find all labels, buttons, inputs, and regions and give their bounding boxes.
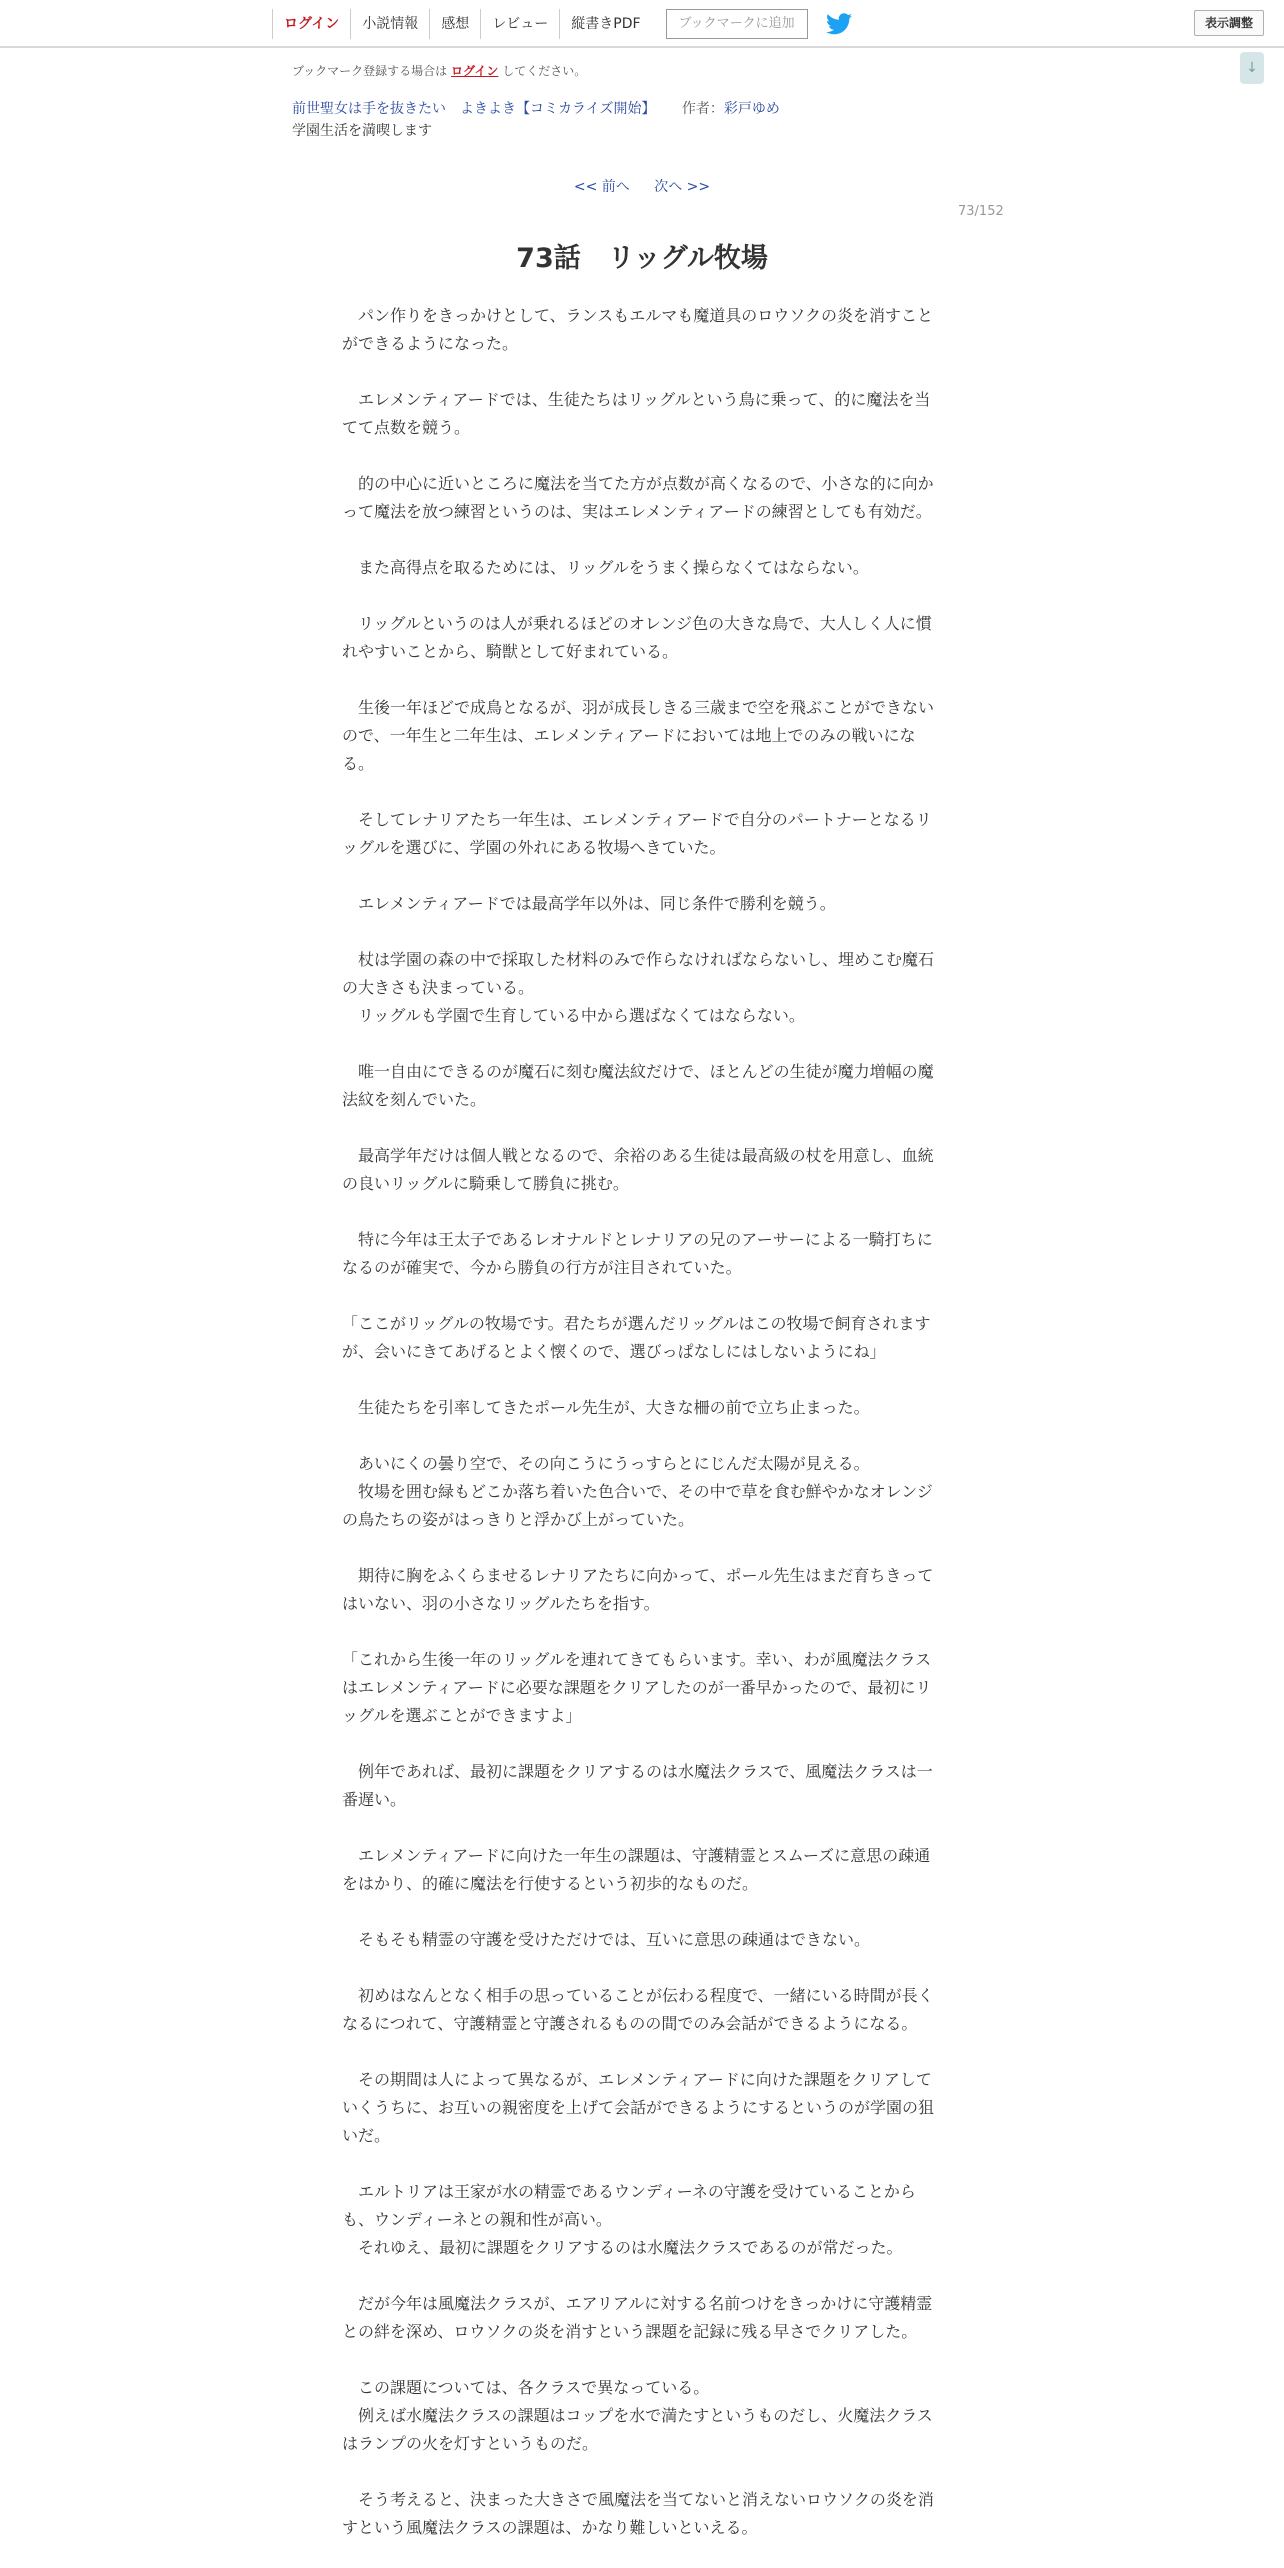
body-paragraph: また高得点を取るためには、リッグルをうまく操らなくてはならない。: [342, 558, 869, 577]
body-paragraph: だが今年は風魔法クラスが、エアリアルに対する名前つけをきっかけに守護精霊との絆を深め、ロウソクの炎を消すという課題を記録に残る早さでクリアした。: [342, 2294, 933, 2341]
body-paragraph: 特に今年は王太子であるレオナルドとレナリアの兄のアーサーによる一騎打ちになるのが確実で、今から勝負の行方が注目されていた。: [342, 1230, 933, 1277]
body-paragraph: 例年であれば、最初に課題をクリアするのは水魔法クラスで、風魔法クラスは一番遅い。: [342, 1762, 933, 1809]
body-paragraph: 例えば水魔法クラスの課題はコップを水で満たすというものだし、火魔法クラスはランプの火を灯すというものだ。: [342, 2406, 933, 2453]
blank-line: [342, 1282, 942, 1310]
chapter-group-subtitle: 学園生活を満喫します: [292, 123, 432, 139]
blank-line: [342, 526, 942, 554]
blank-line: [342, 1198, 942, 1226]
body-paragraph: そう考えると、決まった大きさで風魔法を当てないと消えないロウソクの炎を消すという風魔法クラスの課題は、かなり難しいといえる。: [342, 2490, 934, 2537]
blank-line: [342, 2458, 942, 2486]
blank-line: [342, 1814, 942, 1842]
body-paragraph: エレメンティアードでは最高学年以外は、同じ条件で勝利を競う。: [342, 894, 836, 913]
body-paragraph: 「ここがリッグルの牧場です。君たちが選んだリッグルはこの牧場で飼育されますが、会いにきてあげるとよく懐くので、選びっぱなしにはしないようにね」: [342, 1314, 931, 1361]
blank-line: [342, 2262, 942, 2290]
author-label: 作者：: [681, 101, 724, 117]
nav-novel-info-link[interactable]: 小説情報: [350, 9, 429, 39]
blank-line: [342, 862, 942, 890]
blank-line: [342, 358, 942, 386]
body-paragraph: エレメンティアードに向けた一年生の課題は、守護精霊とスムーズに意思の疎通をはかり、的確に魔法を行使するという初歩的なものだ。: [342, 1846, 931, 1893]
body-paragraph: 期待に胸をふくらませるレナリアたちに向かって、ポール先生はまだ育ちきってはいない、羽の小さなリッグルたちを指す。: [342, 1566, 934, 1613]
novel-body: [342, 302, 942, 2542]
scroll-down-button[interactable]: ↓: [1240, 52, 1264, 84]
blank-line: [342, 1114, 942, 1142]
author-name-link[interactable]: 彩戸ゆめ: [723, 101, 780, 117]
body-paragraph: 生後一年ほどで成鳥となるが、羽が成長しきる三歳まで空を飛ぶことができないので、一年生と二年生は、エレメンティアードにおいては地上でのみの戦いになる。: [342, 698, 935, 773]
blank-line: [342, 1954, 942, 1982]
blank-line: [342, 2346, 942, 2374]
blank-line: [342, 1534, 942, 1562]
nav-vertical-pdf-link[interactable]: 縦書きPDF: [559, 9, 651, 39]
body-paragraph: パン作りをきっかけとして、ランスもエルマも魔道具のロウソクの炎を消すことができるようになった。: [342, 306, 934, 353]
body-paragraph: エレメンティアードでは、生徒たちはリッグルという鳥に乗って、的に魔法を当てて点数を競う。: [342, 390, 931, 437]
blank-line: [342, 1366, 942, 1394]
nav-impressions-link[interactable]: 感想: [429, 9, 480, 39]
body-paragraph: 杖は学園の森の中で採取した材料のみで作らなければならないし、埋めこむ魔石の大きさも決まっている。: [342, 950, 935, 997]
chapter-title: 73話 リッグル牧場: [516, 243, 768, 274]
next-chapter-link[interactable]: 次へ >>: [654, 179, 711, 195]
blank-line: [342, 666, 942, 694]
body-paragraph: そもそも精霊の守護を受けただけでは、互いに意思の疎通はできない。: [342, 1930, 871, 1949]
notice-login-link[interactable]: ログイン: [451, 64, 499, 78]
body-paragraph: リッグルも学園で生育している中から選ばなくてはならない。: [342, 1006, 805, 1025]
blank-line: [342, 1422, 942, 1450]
body-paragraph: 初めはなんとなく相手の思っていることが伝わる程度で、一緒にいる時間が長くなるにつれて、守護精霊と守護されるものの間でのみ会話ができるようになる。: [342, 1986, 934, 2033]
add-bookmark-button[interactable]: ブックマークに追加: [666, 9, 808, 39]
chapter-pager: [0, 176, 1284, 196]
notice-text-after: してください。: [502, 64, 587, 78]
display-settings-button[interactable]: 表示調整: [1194, 10, 1264, 36]
blank-line: [342, 778, 942, 806]
body-paragraph: この課題については、各クラスで異なっている。: [342, 2378, 710, 2397]
top-nav: [272, 8, 852, 40]
bookmark-login-notice: [292, 62, 586, 79]
blank-line: [342, 1898, 942, 1926]
blank-line: [342, 1618, 942, 1646]
blank-line: [342, 2150, 942, 2178]
blank-line: [342, 1730, 942, 1758]
series-info: [292, 98, 780, 118]
series-title-link[interactable]: 前世聖女は手を抜きたい よきよき【コミカライズ開始】: [292, 101, 656, 117]
blank-line: [342, 582, 942, 610]
body-paragraph: 最高学年だけは個人戦となるので、余裕のある生徒は最高級の杖を用意し、血統の良いリッグルに騎乗して勝負に挑む。: [342, 1146, 934, 1193]
blank-line: [342, 1030, 942, 1058]
body-paragraph: 生徒たちを引率してきたポール先生が、大きな柵の前で立ち止まった。: [342, 1398, 870, 1417]
body-paragraph: 「これから生後一年のリッグルを連れてきてもらいます。幸い、わが風魔法クラスはエレメンティアードに必要な課題をクリアしたのが一番早かったので、最初にリッグルを選ぶことができますよ」: [342, 1650, 932, 1725]
body-paragraph: その期間は人によって異なるが、エレメンティアードに向けた課題をクリアしていくうちに、お互いの親密度を上げて会話ができるようにするというのが学園の狙いだ。: [342, 2070, 935, 2145]
twitter-icon[interactable]: [826, 13, 852, 35]
page-counter: 73/152: [958, 204, 1004, 219]
nav-login-link[interactable]: ログイン: [272, 9, 350, 39]
blank-line: [342, 2038, 942, 2066]
blank-line: [342, 442, 942, 470]
body-paragraph: 的の中心に近いところに魔法を当てた方が点数が高くなるので、小さな的に向かって魔法を放つ練習というのは、実はエレメンティアードの練習としても有効だ。: [342, 474, 934, 521]
body-paragraph: 牧場を囲む緑もどこか落ち着いた色合いで、その中で草を食む鮮やかなオレンジの鳥たちの姿がはっきりと浮かび上がっていた。: [342, 1482, 933, 1529]
body-paragraph: 唯一自由にできるのが魔石に刻む魔法紋だけで、ほとんどの生徒が魔力増幅の魔法紋を刻んでいた。: [342, 1062, 934, 1109]
nav-review-link[interactable]: レビュー: [480, 9, 559, 39]
body-paragraph: エルトリアは王家が水の精霊であるウンディーネの守護を受けていることからも、ウンディーネとの親和性が高い。: [342, 2182, 916, 2229]
blank-line: [342, 918, 942, 946]
body-paragraph: それゆえ、最初に課題をクリアするのは水魔法クラスであるのが常だった。: [342, 2238, 903, 2257]
prev-chapter-link[interactable]: << 前へ: [573, 179, 630, 195]
notice-text-before: ブックマーク登録する場合は: [292, 64, 448, 78]
body-paragraph: あいにくの曇り空で、その向こうにうっすらとにじんだ太陽が見える。: [342, 1454, 870, 1473]
body-paragraph: そしてレナリアたち一年生は、エレメンティアードで自分のパートナーとなるリッグルを選びに、学園の外れにある牧場へきていた。: [342, 810, 932, 857]
top-header-bar: [0, 0, 1284, 48]
body-paragraph: リッグルというのは人が乗れるほどのオレンジ色の大きな鳥で、大人しく人に慣れやすいことから、騎獣として好まれている。: [342, 614, 932, 661]
